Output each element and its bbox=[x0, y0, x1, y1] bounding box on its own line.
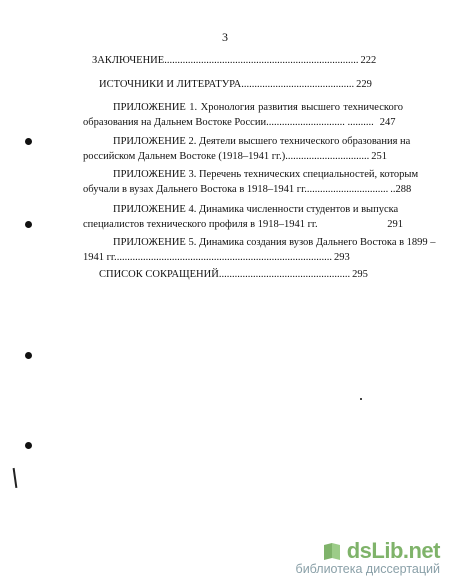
toc-entry-title: ИСТОЧНИКИ И ЛИТЕРАТУРА bbox=[99, 79, 242, 90]
watermark-brand: dsLib.net bbox=[346, 538, 440, 563]
book-icon bbox=[321, 540, 343, 562]
toc-leader-dots: .............................. .......... bbox=[266, 117, 374, 128]
toc-entry-appendix-3-line1 bbox=[113, 168, 419, 181]
toc-entry-sources bbox=[99, 78, 372, 91]
toc-page-number: ..288 bbox=[390, 184, 412, 195]
toc-entry-title-cont: 1941 гг. bbox=[83, 252, 117, 263]
binder-hole-mark bbox=[25, 442, 32, 449]
toc-leader-dots: ............................... bbox=[306, 184, 389, 195]
toc-entry-title: ПРИЛОЖЕНИЕ 2. Деятели высшего технического образования на bbox=[113, 136, 411, 147]
toc-entry-appendix-5-line1 bbox=[113, 236, 436, 249]
toc-page-number: 222 bbox=[360, 55, 377, 66]
toc-entry-title-cont: обучали в вузах Дальнего Востока в 1918–1941 гг. bbox=[83, 184, 307, 195]
toc-page-number: 247 bbox=[379, 117, 396, 128]
binder-hole-mark bbox=[25, 138, 32, 145]
watermark-subtitle: библиотека диссертаций bbox=[295, 562, 440, 576]
binder-hole-mark bbox=[25, 352, 32, 359]
toc-entry-title: ПРИЛОЖЕНИЕ 4. Динамика численности студентов и выпуска bbox=[113, 204, 399, 215]
toc-entry-abbreviations bbox=[99, 268, 368, 281]
toc-page-number: 291 bbox=[387, 219, 403, 230]
toc-entry-title: ПРИЛОЖЕНИЕ 5. Динамика создания вузов Дальнего Востока в 1899 – bbox=[113, 237, 436, 248]
toc-entry-title: ПРИЛОЖЕНИЕ 1. Хронология развития высшего технического bbox=[113, 102, 403, 113]
toc-page-number: 293 bbox=[333, 252, 350, 263]
toc-entry-conclusion bbox=[92, 54, 376, 67]
toc-leader-dots: .................................................. bbox=[218, 269, 351, 280]
toc-leader-dots: .......................................................................... bbox=[164, 55, 359, 66]
toc-entry-appendix-1-line2 bbox=[83, 116, 395, 129]
toc-entry-appendix-3-line2 bbox=[83, 183, 411, 196]
toc-entry-title: СПИСОК СОКРАЩЕНИЙ bbox=[99, 269, 219, 280]
binder-hole-mark bbox=[25, 221, 32, 228]
toc-entry-appendix-5-line2 bbox=[83, 251, 350, 264]
toc-page-number: 295 bbox=[352, 269, 368, 280]
watermark-logo bbox=[296, 538, 440, 564]
toc-entry-title-cont: специалистов технического профиля в 1918–1941 гг. bbox=[83, 219, 318, 230]
toc-entry-appendix-1-line1 bbox=[113, 101, 403, 114]
toc-leader-dots: ................................ bbox=[285, 151, 370, 162]
watermark bbox=[296, 538, 440, 576]
toc-entry-appendix-4-line1 bbox=[113, 203, 398, 216]
toc-entry-title: ПРИЛОЖЕНИЕ 3. Перечень технических специальностей, которым bbox=[113, 169, 419, 180]
toc-leader-dots: .................................................................................. bbox=[116, 252, 332, 263]
toc-leader-dots: ........................................... bbox=[241, 79, 355, 90]
toc-entry-title: ЗАКЛЮЧЕНИЕ bbox=[92, 55, 165, 66]
toc-entry-title-cont: российском Дальнем Востоке (1918–1941 гг.) bbox=[83, 151, 286, 162]
toc-page-number: 251 bbox=[371, 151, 388, 162]
toc-entry-title-cont: образования на Дальнем Востоке России bbox=[83, 117, 267, 128]
toc-entry-appendix-4-line2 bbox=[83, 218, 403, 231]
toc-entry-appendix-2-line1 bbox=[113, 135, 411, 148]
toc-entry-appendix-2-line2 bbox=[83, 150, 387, 163]
scan-speck bbox=[360, 398, 362, 400]
toc-page-number: 229 bbox=[356, 79, 372, 90]
page-number: 3 bbox=[222, 30, 228, 44]
